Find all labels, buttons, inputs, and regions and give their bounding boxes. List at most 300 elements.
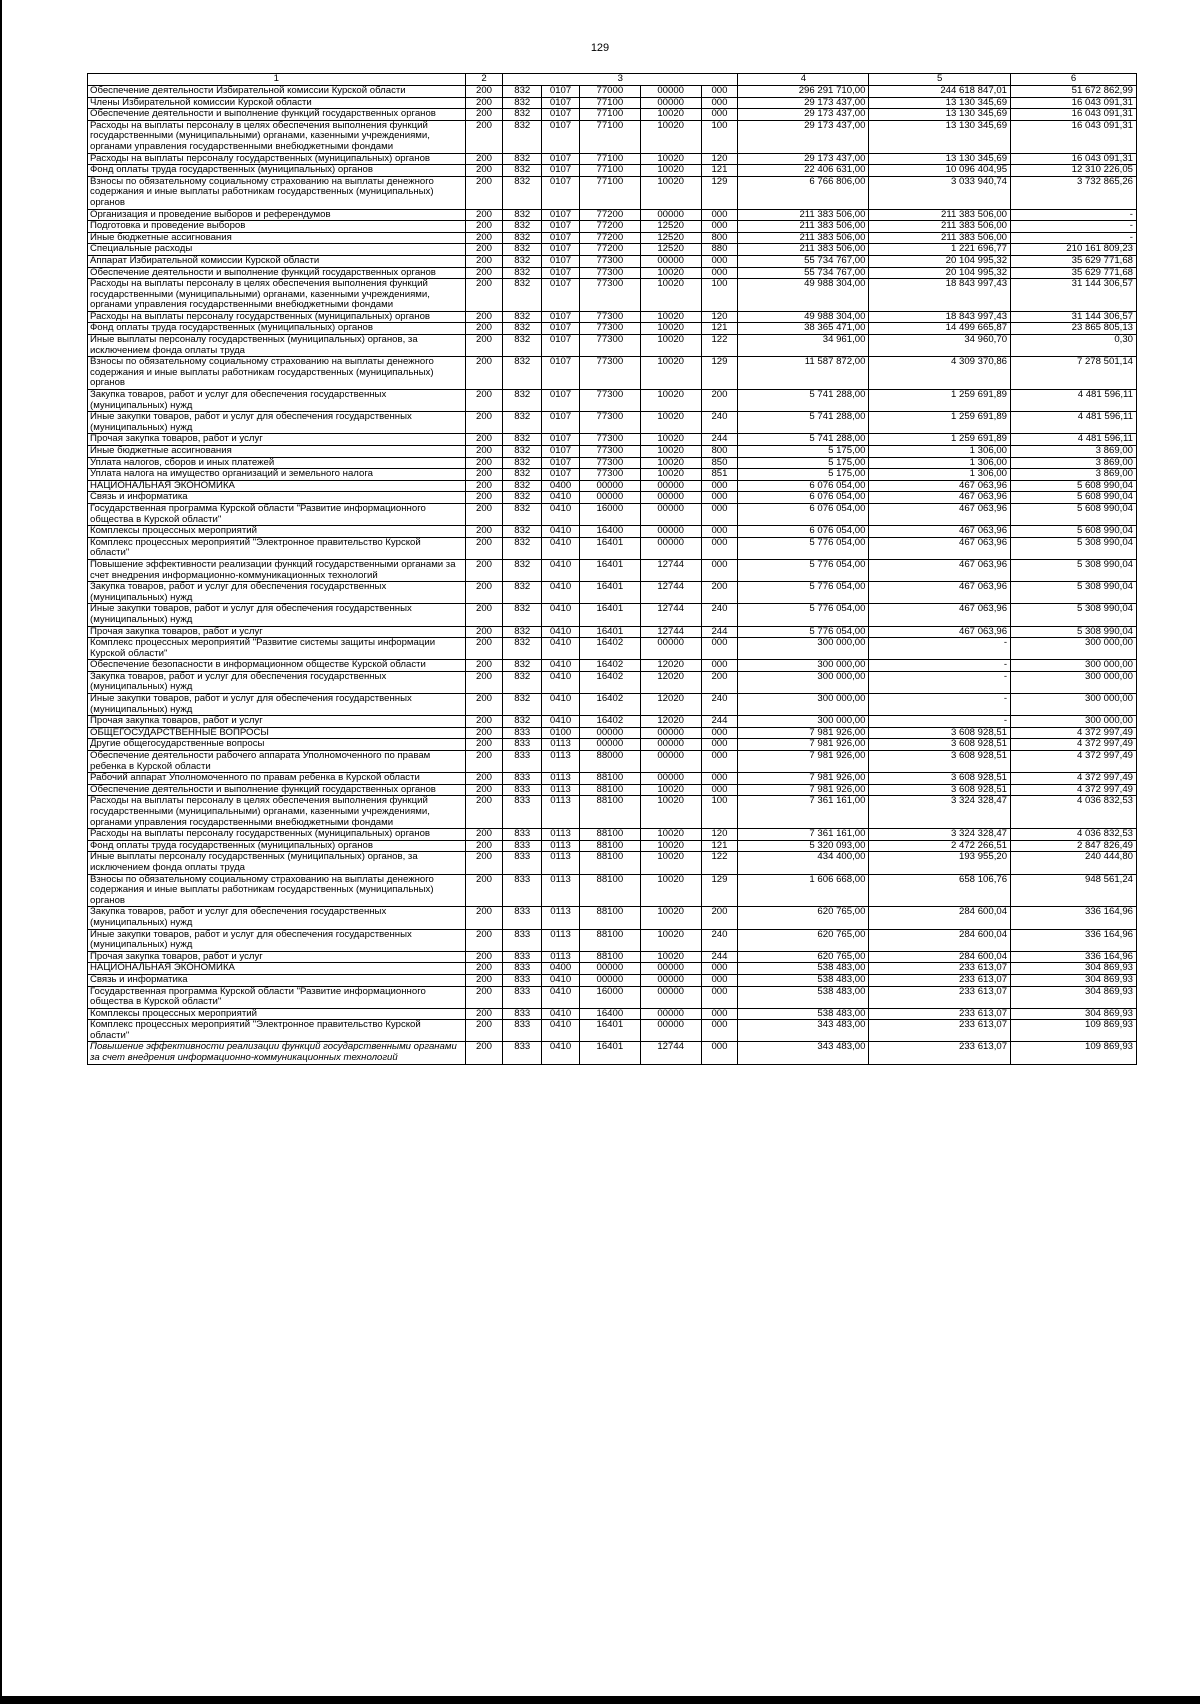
amount-remaining: 304 869,93 — [1011, 1008, 1137, 1020]
code-direction: 00000 — [640, 963, 701, 975]
code-program: 77300 — [579, 434, 640, 446]
code-section: 0107 — [542, 153, 580, 165]
amount-remaining: 5 308 990,04 — [1011, 604, 1137, 626]
code-chapter: 833 — [503, 796, 542, 829]
code-section: 0113 — [542, 951, 580, 963]
amount-executed: 284 600,04 — [869, 951, 1011, 963]
code-admin: 200 — [465, 153, 503, 165]
amount-planned: 5 320 093,00 — [738, 840, 869, 852]
amount-executed: 1 306,00 — [869, 469, 1011, 481]
amount-remaining: 5 608 990,04 — [1011, 480, 1137, 492]
code-direction: 10020 — [640, 109, 701, 121]
amount-planned: 620 765,00 — [738, 929, 869, 951]
code-program: 88100 — [579, 773, 640, 785]
code-admin: 200 — [465, 457, 503, 469]
amount-executed: 3 608 928,51 — [869, 784, 1011, 796]
table-row — [88, 727, 1137, 739]
code-program: 77300 — [579, 311, 640, 323]
code-expense-type: 120 — [701, 829, 738, 841]
code-direction: 00000 — [640, 480, 701, 492]
code-chapter: 832 — [503, 716, 542, 728]
code-expense-type: 000 — [701, 267, 738, 279]
row-name: Прочая закупка товаров, работ и услуг — [88, 716, 466, 728]
amount-planned: 5 175,00 — [738, 446, 869, 458]
code-admin: 200 — [465, 829, 503, 841]
code-admin: 200 — [465, 929, 503, 951]
code-expense-type: 100 — [701, 279, 738, 312]
row-name: Закупка товаров, работ и услуг для обеспечения государственных (муниципальных) нужд — [88, 390, 466, 412]
amount-planned: 300 000,00 — [738, 671, 869, 693]
code-chapter: 832 — [503, 323, 542, 335]
amount-executed: 18 843 997,43 — [869, 311, 1011, 323]
code-admin: 200 — [465, 390, 503, 412]
amount-executed: 1 306,00 — [869, 446, 1011, 458]
code-expense-type: 000 — [701, 526, 738, 538]
code-section: 0410 — [542, 1008, 580, 1020]
code-section: 0410 — [542, 1020, 580, 1042]
amount-planned: 34 961,00 — [738, 335, 869, 357]
code-section: 0107 — [542, 434, 580, 446]
code-expense-type: 000 — [701, 963, 738, 975]
amount-executed: 233 613,07 — [869, 1020, 1011, 1042]
amount-planned: 29 173 437,00 — [738, 109, 869, 121]
row-name: Иные выплаты персоналу государственных (муниципальных) органов, за исключением фонда оплаты труда — [88, 335, 466, 357]
code-section: 0113 — [542, 907, 580, 929]
amount-executed: 14 499 665,87 — [869, 323, 1011, 335]
code-chapter: 833 — [503, 907, 542, 929]
table-row — [88, 559, 1137, 581]
amount-executed: 20 104 995,32 — [869, 267, 1011, 279]
row-name: Иные бюджетные ассигнования — [88, 446, 466, 458]
amount-planned: 7 361 161,00 — [738, 829, 869, 841]
table-row — [88, 582, 1137, 604]
amount-executed: 284 600,04 — [869, 907, 1011, 929]
amount-planned: 538 483,00 — [738, 963, 869, 975]
code-chapter: 832 — [503, 492, 542, 504]
code-chapter: 832 — [503, 255, 542, 267]
code-chapter: 833 — [503, 963, 542, 975]
code-admin: 200 — [465, 469, 503, 481]
row-name: Обеспечение деятельности и выполнение функций государственных органов — [88, 267, 466, 279]
amount-planned: 7 981 926,00 — [738, 739, 869, 751]
code-direction: 00000 — [640, 526, 701, 538]
code-chapter: 832 — [503, 311, 542, 323]
amount-planned: 5 741 288,00 — [738, 434, 869, 446]
code-section: 0410 — [542, 626, 580, 638]
code-section: 0107 — [542, 120, 580, 153]
row-name: Расходы на выплаты персоналу в целях обеспечения выполнения функций государственными (муниципальными) органами, казенными учреждениями, органами управления государственными внебюджетными фондами — [88, 120, 466, 153]
code-program: 88100 — [579, 784, 640, 796]
code-chapter: 832 — [503, 559, 542, 581]
header-cell-6: 6 — [1011, 74, 1137, 86]
row-name: Обеспечение деятельности и выполнение функций государственных органов — [88, 784, 466, 796]
row-name: Фонд оплаты труда государственных (муниципальных) органов — [88, 840, 466, 852]
code-admin: 200 — [465, 951, 503, 963]
code-expense-type: 880 — [701, 244, 738, 256]
code-direction: 10020 — [640, 840, 701, 852]
code-program: 77200 — [579, 209, 640, 221]
row-name: Иные закупки товаров, работ и услуг для обеспечения государственных (муниципальных) нужд — [88, 604, 466, 626]
row-name: Закупка товаров, работ и услуг для обеспечения государственных (муниципальных) нужд — [88, 671, 466, 693]
code-section: 0410 — [542, 716, 580, 728]
code-program: 77200 — [579, 244, 640, 256]
table-row — [88, 1042, 1137, 1064]
table-row — [88, 739, 1137, 751]
code-section: 0410 — [542, 638, 580, 660]
header-cell-2: 2 — [465, 74, 503, 86]
code-direction: 10020 — [640, 176, 701, 209]
code-direction: 10020 — [640, 412, 701, 434]
code-direction: 10020 — [640, 165, 701, 177]
code-direction: 00000 — [640, 1020, 701, 1042]
amount-executed: 211 383 506,00 — [869, 232, 1011, 244]
code-direction: 12020 — [640, 694, 701, 716]
code-chapter: 833 — [503, 951, 542, 963]
amount-planned: 343 483,00 — [738, 1020, 869, 1042]
code-section: 0100 — [542, 727, 580, 739]
code-program: 88100 — [579, 874, 640, 907]
code-expense-type: 000 — [701, 255, 738, 267]
code-admin: 200 — [465, 209, 503, 221]
code-chapter: 832 — [503, 153, 542, 165]
code-program: 77200 — [579, 221, 640, 233]
code-direction: 10020 — [640, 434, 701, 446]
code-direction: 10020 — [640, 446, 701, 458]
amount-executed: 467 063,96 — [869, 582, 1011, 604]
row-name: Уплата налогов, сборов и иных платежей — [88, 457, 466, 469]
code-program: 16402 — [579, 694, 640, 716]
amount-executed: 193 955,20 — [869, 852, 1011, 874]
amount-planned: 211 383 506,00 — [738, 221, 869, 233]
table-row — [88, 267, 1137, 279]
code-chapter: 832 — [503, 526, 542, 538]
row-name: Обеспечение деятельности и выполнение функций государственных органов — [88, 109, 466, 121]
row-name: Расходы на выплаты персоналу в целях обеспечения выполнения функций государственными (муниципальными) органами, казенными учреждениями, органами управления государственными внебюджетными фондами — [88, 796, 466, 829]
code-chapter: 833 — [503, 739, 542, 751]
amount-remaining: 35 629 771,68 — [1011, 255, 1137, 267]
code-program: 77300 — [579, 457, 640, 469]
amount-remaining: 31 144 306,57 — [1011, 311, 1137, 323]
amount-remaining: 4 481 596,11 — [1011, 412, 1137, 434]
amount-executed: 3 033 940,74 — [869, 176, 1011, 209]
code-direction: 00000 — [640, 86, 701, 98]
table-row — [88, 963, 1137, 975]
amount-remaining: 2 847 826,49 — [1011, 840, 1137, 852]
code-direction: 00000 — [640, 727, 701, 739]
code-chapter: 833 — [503, 1020, 542, 1042]
amount-remaining: 300 000,00 — [1011, 660, 1137, 672]
amount-planned: 6 076 054,00 — [738, 492, 869, 504]
code-chapter: 832 — [503, 604, 542, 626]
code-section: 0113 — [542, 739, 580, 751]
table-row — [88, 1008, 1137, 1020]
table-row — [88, 986, 1137, 1008]
code-section: 0107 — [542, 86, 580, 98]
table-row — [88, 852, 1137, 874]
amount-remaining: 51 672 862,99 — [1011, 86, 1137, 98]
amount-executed: 233 613,07 — [869, 1042, 1011, 1064]
code-admin: 200 — [465, 963, 503, 975]
amount-executed: 18 843 997,43 — [869, 279, 1011, 312]
table-row — [88, 480, 1137, 492]
row-name: Комплекс процессных мероприятий "Развитие системы защиты информации Курской области" — [88, 638, 466, 660]
code-admin: 200 — [465, 638, 503, 660]
row-name: Фонд оплаты труда государственных (муниципальных) органов — [88, 165, 466, 177]
table-row — [88, 311, 1137, 323]
table-row — [88, 120, 1137, 153]
code-program: 77000 — [579, 86, 640, 98]
budget-table — [87, 73, 1137, 1065]
code-direction: 12520 — [640, 232, 701, 244]
amount-remaining: 3 869,00 — [1011, 446, 1137, 458]
code-admin: 200 — [465, 986, 503, 1008]
code-direction: 00000 — [640, 974, 701, 986]
code-section: 0113 — [542, 840, 580, 852]
code-program: 00000 — [579, 974, 640, 986]
code-admin: 200 — [465, 526, 503, 538]
code-expense-type: 121 — [701, 323, 738, 335]
amount-remaining: 4 372 997,49 — [1011, 784, 1137, 796]
code-direction: 10020 — [640, 323, 701, 335]
amount-remaining: - — [1011, 221, 1137, 233]
amount-remaining: 4 372 997,49 — [1011, 739, 1137, 751]
code-admin: 200 — [465, 311, 503, 323]
code-section: 0107 — [542, 232, 580, 244]
row-name: Расходы на выплаты персоналу государственных (муниципальных) органов — [88, 829, 466, 841]
amount-executed: 3 608 928,51 — [869, 739, 1011, 751]
amount-planned: 5 741 288,00 — [738, 390, 869, 412]
code-chapter: 832 — [503, 537, 542, 559]
budget-table-wrapper — [87, 73, 1137, 1065]
amount-remaining: 4 036 832,53 — [1011, 796, 1137, 829]
code-admin: 200 — [465, 323, 503, 335]
table-row — [88, 796, 1137, 829]
code-admin: 200 — [465, 974, 503, 986]
amount-executed: 211 383 506,00 — [869, 221, 1011, 233]
row-name: Взносы по обязательному социальному страхованию на выплаты денежного содержания и иные выплаты работникам государственных (муниципальных) органов — [88, 176, 466, 209]
code-program: 77100 — [579, 176, 640, 209]
code-direction: 12744 — [640, 626, 701, 638]
table-row — [88, 109, 1137, 121]
code-admin: 200 — [465, 626, 503, 638]
amount-executed: - — [869, 638, 1011, 660]
table-row — [88, 469, 1137, 481]
code-chapter: 833 — [503, 727, 542, 739]
amount-planned: 300 000,00 — [738, 638, 869, 660]
code-admin: 200 — [465, 1042, 503, 1064]
table-row — [88, 244, 1137, 256]
table-row — [88, 751, 1137, 773]
amount-executed: - — [869, 694, 1011, 716]
row-name: Прочая закупка товаров, работ и услуг — [88, 626, 466, 638]
code-chapter: 832 — [503, 582, 542, 604]
table-row — [88, 390, 1137, 412]
code-admin: 200 — [465, 176, 503, 209]
table-row — [88, 537, 1137, 559]
row-name: Аппарат Избирательной комиссии Курской области — [88, 255, 466, 267]
amount-remaining: 336 164,96 — [1011, 951, 1137, 963]
code-expense-type: 000 — [701, 537, 738, 559]
amount-executed: 1 259 691,89 — [869, 412, 1011, 434]
amount-executed: - — [869, 671, 1011, 693]
code-chapter: 833 — [503, 852, 542, 874]
table-row — [88, 626, 1137, 638]
row-name: Расходы на выплаты персоналу государственных (муниципальных) органов — [88, 311, 466, 323]
code-expense-type: 121 — [701, 840, 738, 852]
amount-executed: 233 613,07 — [869, 963, 1011, 975]
code-expense-type: 244 — [701, 626, 738, 638]
code-direction: 10020 — [640, 951, 701, 963]
code-expense-type: 122 — [701, 852, 738, 874]
code-admin: 200 — [465, 86, 503, 98]
amount-planned: 300 000,00 — [738, 660, 869, 672]
row-name: Организация и проведение выборов и референдумов — [88, 209, 466, 221]
header-cell-5: 5 — [869, 74, 1011, 86]
code-expense-type: 000 — [701, 986, 738, 1008]
amount-remaining: 12 310 226,05 — [1011, 165, 1137, 177]
amount-remaining: - — [1011, 232, 1137, 244]
code-expense-type: 000 — [701, 221, 738, 233]
row-name: Закупка товаров, работ и услуг для обеспечения государственных (муниципальных) нужд — [88, 582, 466, 604]
code-direction: 10020 — [640, 311, 701, 323]
code-program: 77100 — [579, 97, 640, 109]
row-name: Иные бюджетные ассигнования — [88, 232, 466, 244]
code-program: 00000 — [579, 739, 640, 751]
amount-planned: 300 000,00 — [738, 694, 869, 716]
code-program: 88100 — [579, 840, 640, 852]
code-section: 0410 — [542, 694, 580, 716]
row-name: Комплекс процессных мероприятий "Электронное правительство Курской области" — [88, 537, 466, 559]
code-admin: 200 — [465, 446, 503, 458]
row-name: Обеспечение деятельности рабочего аппарата Уполномоченного по правам ребенка в Курской области — [88, 751, 466, 773]
amount-planned: 38 365 471,00 — [738, 323, 869, 335]
code-section: 0113 — [542, 784, 580, 796]
code-expense-type: 800 — [701, 232, 738, 244]
code-program: 88100 — [579, 796, 640, 829]
code-admin: 200 — [465, 874, 503, 907]
amount-remaining: 5 608 990,04 — [1011, 492, 1137, 504]
code-section: 0107 — [542, 311, 580, 323]
code-expense-type: 000 — [701, 1008, 738, 1020]
amount-remaining: 5 308 990,04 — [1011, 582, 1137, 604]
code-section: 0107 — [542, 255, 580, 267]
code-admin: 200 — [465, 244, 503, 256]
code-direction: 10020 — [640, 929, 701, 951]
row-name: НАЦИОНАЛЬНАЯ ЭКОНОМИКА — [88, 480, 466, 492]
code-section: 0107 — [542, 176, 580, 209]
code-chapter: 832 — [503, 412, 542, 434]
amount-executed: 467 063,96 — [869, 537, 1011, 559]
code-admin: 200 — [465, 120, 503, 153]
table-row — [88, 951, 1137, 963]
code-chapter: 832 — [503, 221, 542, 233]
code-direction: 10020 — [640, 784, 701, 796]
amount-remaining: 4 372 997,49 — [1011, 727, 1137, 739]
code-section: 0107 — [542, 390, 580, 412]
code-chapter: 833 — [503, 751, 542, 773]
code-admin: 200 — [465, 165, 503, 177]
amount-executed: 284 600,04 — [869, 929, 1011, 951]
amount-executed: 13 130 345,69 — [869, 153, 1011, 165]
code-admin: 200 — [465, 279, 503, 312]
code-expense-type: 000 — [701, 784, 738, 796]
amount-executed: 3 608 928,51 — [869, 727, 1011, 739]
code-program: 16401 — [579, 626, 640, 638]
code-program: 88000 — [579, 751, 640, 773]
amount-executed: 1 259 691,89 — [869, 434, 1011, 446]
amount-planned: 6 076 054,00 — [738, 503, 869, 525]
code-chapter: 833 — [503, 829, 542, 841]
code-expense-type: 000 — [701, 503, 738, 525]
code-expense-type: 000 — [701, 739, 738, 751]
table-row — [88, 492, 1137, 504]
code-direction: 00000 — [640, 97, 701, 109]
code-section: 0107 — [542, 165, 580, 177]
table-row — [88, 165, 1137, 177]
code-section: 0410 — [542, 1042, 580, 1064]
amount-executed: 467 063,96 — [869, 480, 1011, 492]
row-name: Повышение эффективности реализации функций государственными органами за счет внедрения информационно-коммуникационных технологий — [88, 1042, 466, 1064]
amount-planned: 29 173 437,00 — [738, 120, 869, 153]
code-section: 0107 — [542, 109, 580, 121]
code-expense-type: 000 — [701, 209, 738, 221]
code-admin: 200 — [465, 537, 503, 559]
amount-remaining: - — [1011, 209, 1137, 221]
table-row — [88, 323, 1137, 335]
code-chapter: 832 — [503, 267, 542, 279]
amount-executed: 467 063,96 — [869, 526, 1011, 538]
code-section: 0107 — [542, 357, 580, 390]
code-section: 0400 — [542, 963, 580, 975]
code-admin: 200 — [465, 671, 503, 693]
header-cell-4: 4 — [738, 74, 869, 86]
code-section: 0410 — [542, 559, 580, 581]
code-chapter: 833 — [503, 986, 542, 1008]
row-name: Специальные расходы — [88, 244, 466, 256]
code-program: 88100 — [579, 929, 640, 951]
code-program: 77100 — [579, 153, 640, 165]
code-program: 77200 — [579, 232, 640, 244]
code-chapter: 833 — [503, 784, 542, 796]
amount-remaining: 16 043 091,31 — [1011, 97, 1137, 109]
code-admin: 200 — [465, 716, 503, 728]
table-row — [88, 526, 1137, 538]
amount-remaining: 23 865 805,13 — [1011, 323, 1137, 335]
table-row — [88, 97, 1137, 109]
amount-remaining: 300 000,00 — [1011, 694, 1137, 716]
row-name: Связь и информатика — [88, 492, 466, 504]
code-direction: 12520 — [640, 244, 701, 256]
code-admin: 200 — [465, 97, 503, 109]
amount-executed: 34 960,70 — [869, 335, 1011, 357]
row-name: Комплекс процессных мероприятий "Электронное правительство Курской области" — [88, 1020, 466, 1042]
amount-executed: 4 309 370,86 — [869, 357, 1011, 390]
amount-remaining: 109 869,93 — [1011, 1042, 1137, 1064]
amount-remaining: 0,30 — [1011, 335, 1137, 357]
code-admin: 200 — [465, 503, 503, 525]
code-program: 16400 — [579, 526, 640, 538]
header-row — [88, 74, 1137, 86]
amount-executed: 13 130 345,69 — [869, 120, 1011, 153]
code-section: 0113 — [542, 852, 580, 874]
code-chapter: 832 — [503, 626, 542, 638]
amount-remaining: 3 869,00 — [1011, 469, 1137, 481]
code-section: 0400 — [542, 480, 580, 492]
code-section: 0410 — [542, 660, 580, 672]
code-admin: 200 — [465, 796, 503, 829]
code-admin: 200 — [465, 907, 503, 929]
table-row — [88, 434, 1137, 446]
